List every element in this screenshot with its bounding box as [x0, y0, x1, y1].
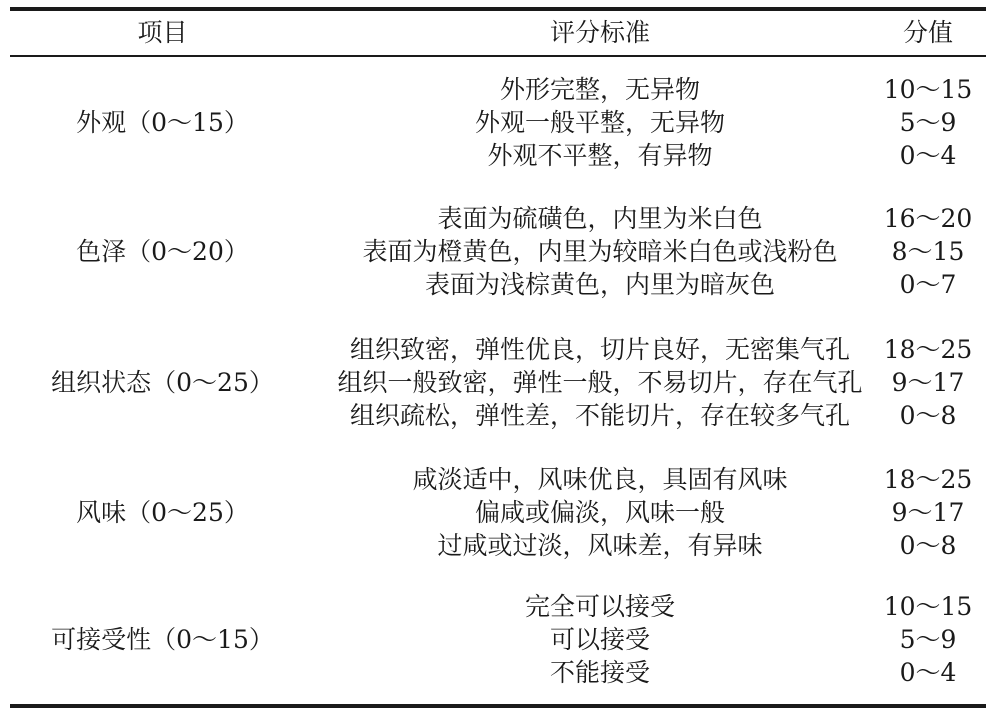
- table-row-appearance: [0, 73, 996, 173]
- score-range: 18～25: [883, 465, 973, 494]
- item-label: 风味（0～25）: [76, 498, 249, 527]
- criteria-line: 组织一般致密，弹性一般，不易切片，存在气孔: [337, 368, 863, 397]
- table-bottom-rule: [10, 704, 986, 708]
- criteria-line: 外观一般平整，无异物: [474, 108, 725, 137]
- table-header-rule: [10, 55, 986, 57]
- table-row-flavor: [0, 463, 996, 563]
- score-range: 16～20: [883, 204, 973, 233]
- score-range: 5～9: [899, 625, 957, 654]
- score-range: 18～25: [883, 335, 973, 364]
- criteria-line: 外观不平整，有异物: [487, 141, 713, 170]
- score-range: 9～17: [891, 368, 965, 397]
- item-label: 组织状态（0～25）: [51, 368, 274, 397]
- criteria-line: 不能接受: [549, 658, 650, 687]
- criteria-line: 咸淡适中，风味优良，具固有风味: [412, 465, 788, 494]
- item-label: 可接受性（0～15）: [51, 625, 274, 654]
- table-row-texture: [0, 333, 996, 433]
- criteria-line: 偏咸或偏淡，风味一般: [474, 498, 725, 527]
- criteria-line: 表面为橙黄色，内里为较暗米白色或浅粉色: [362, 237, 838, 266]
- score-range: 0～7: [899, 270, 957, 299]
- criteria-line: 组织致密，弹性优良，切片良好，无密集气孔: [349, 335, 850, 364]
- criteria-line: 组织疏松，弹性差，不能切片，存在较多气孔: [349, 401, 850, 430]
- score-range: 10～15: [883, 592, 973, 621]
- criteria-line: 完全可以接受: [524, 592, 675, 621]
- item-label: 外观（0～15）: [76, 108, 249, 137]
- header-criteria: 评分标准: [549, 18, 650, 47]
- table-top-rule: [10, 7, 986, 11]
- header-score: 分值: [902, 18, 953, 47]
- table-row-acceptability: [0, 590, 996, 690]
- header-item: 项目: [137, 18, 188, 47]
- score-range: 5～9: [899, 108, 957, 137]
- table-row-color: [0, 202, 996, 302]
- score-range: 10～15: [883, 75, 973, 104]
- criteria-line: 可以接受: [549, 625, 650, 654]
- score-range: 0～4: [899, 658, 957, 687]
- score-range: 8～15: [891, 237, 965, 266]
- criteria-line: 过咸或过淡，风味差，有异味: [437, 531, 763, 560]
- criteria-line: 表面为浅棕黄色，内里为暗灰色: [424, 270, 775, 299]
- score-range: 0～8: [899, 531, 957, 560]
- score-range: 0～4: [899, 141, 957, 170]
- item-label: 色泽（0～20）: [76, 237, 249, 266]
- score-range: 0～8: [899, 401, 957, 430]
- criteria-line: 表面为硫磺色，内里为米白色: [437, 204, 763, 233]
- criteria-line: 外形完整，无异物: [499, 75, 700, 104]
- score-range: 9～17: [891, 498, 965, 527]
